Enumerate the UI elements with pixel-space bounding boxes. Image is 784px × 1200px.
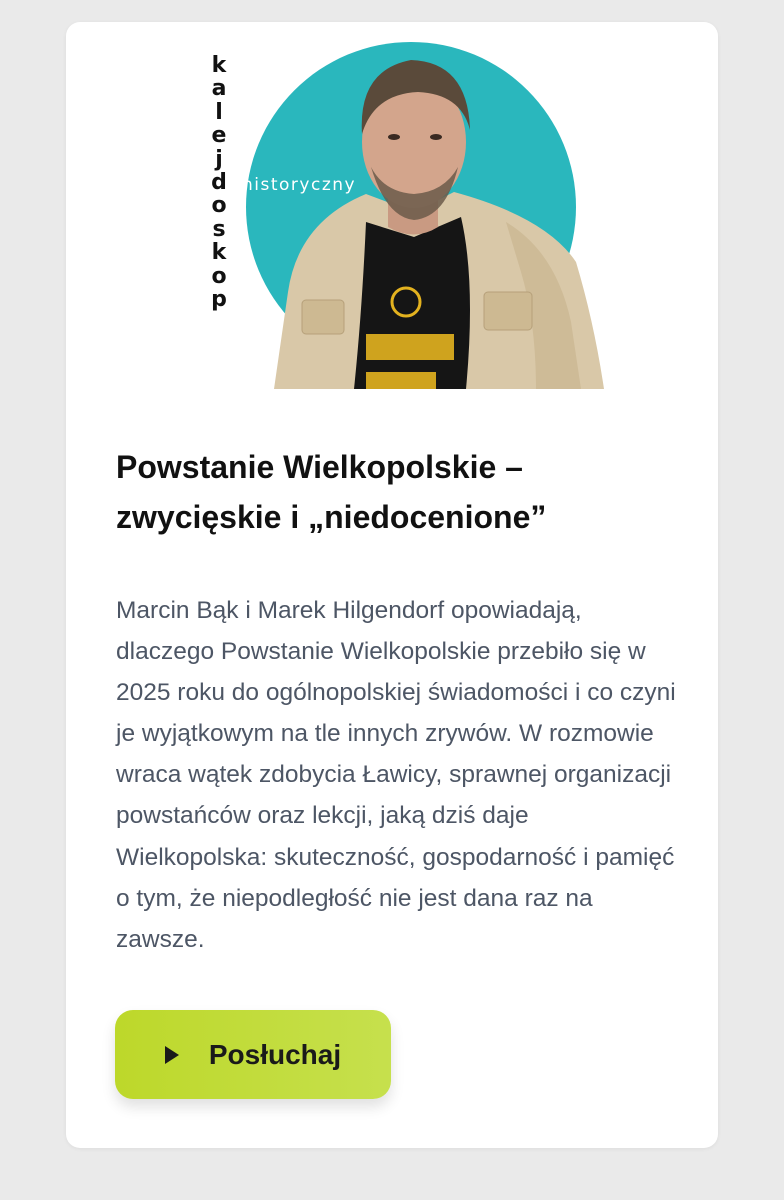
episode-title: Powstanie Wielkopolskie – zwycięskie i „niedocenione” bbox=[116, 449, 547, 535]
brand-subtitle: historyczny bbox=[242, 175, 357, 195]
listen-button[interactable] bbox=[115, 1010, 391, 1099]
cover-illustration bbox=[66, 22, 718, 392]
podcast-episode-card bbox=[66, 22, 718, 1148]
episode-description: Marcin Bąk i Marek Hilgendorf opowiadają, dlaczego Powstanie Wielkopolskie przebiło się w 2025 roku do ogólnopolskiej świadomości i co czyni je wyjątkowym na tle innych zrywów. W rozmowie wraca wątek zdobycia Ławicy, sprawnej organizacji powstańców oraz lekcji, jaką dziś daje Wielkopolska: skuteczność, gospodarność i pamięć o tym, że niepodległość nie jest dana raz na zawsze. bbox=[116, 597, 676, 953]
listen-button-label: Posłuchaj bbox=[208, 1038, 342, 1070]
play-icon bbox=[165, 1046, 179, 1064]
person-tshirt bbox=[354, 217, 470, 389]
episode-cover bbox=[66, 22, 718, 392]
brand-logo-vertical: k a l e j d o s k o p bbox=[211, 53, 227, 312]
